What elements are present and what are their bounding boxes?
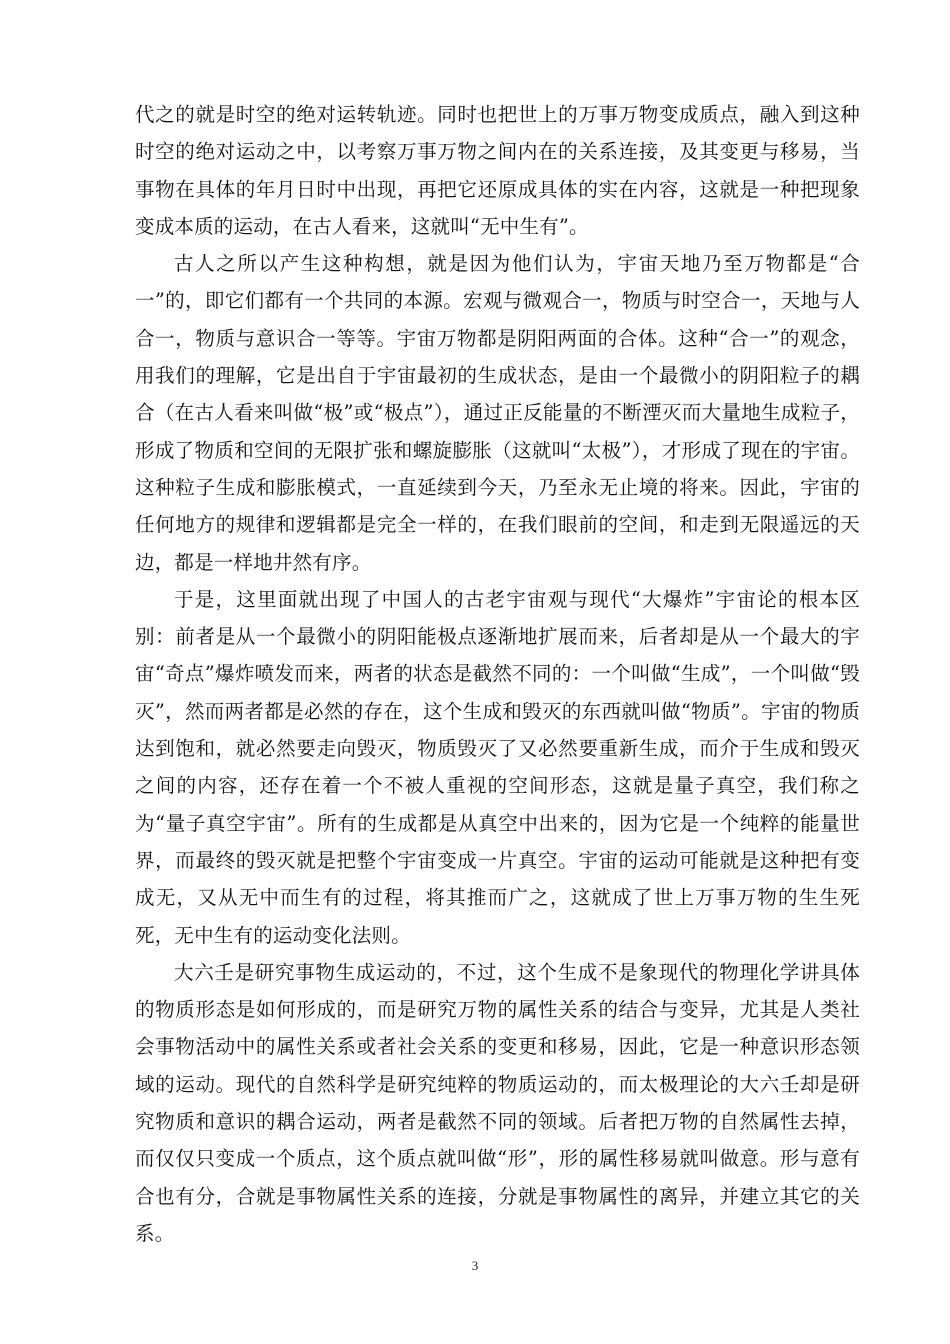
paragraph-1: 代之的就是时空的绝对运转轨迹。同时也把世上的万事万物变成质点，融入到这种时空的绝对运动之中，以考察万事万物之间内在的关系连接，及其变更与移易，当事物在具体的年月日时中出现，再把它还原成具体的实在内容，这就是一种把现象变成本质的运动，在古人看来，这就叫“无中生有”。 xyxy=(135,103,860,238)
body-text xyxy=(135,96,860,1252)
paragraph-3: 于是，这里面就出现了中国人的古老宇宙观与现代“大爆炸”宇宙论的根本区别：前者是从一个最微小的阴阳能极点逐渐地扩展而来，后者却是从一个最大的宇宙“奇点”爆炸喷发而来，两者的状态是截然不同的：一个叫做“生成”，一个叫做“毁灭”，然而两者都是必然的存在，这个生成和毁灭的东西就叫做“物质”。宇宙的物质达到饱和，就必然要走向毁灭，物质毁灭了又必然要重新生成，而介于生成和毁灭之间的内容，还存在着一个不被人重视的空间形态，这就是量子真空，我们称之为“量子真空宇宙”。所有的生成都是从真空中出来的，因为它是一个纯粹的能量世界，而最终的毁灭就是把整个宇宙变成一片真空。宇宙的运动可能就是这种把有变成无，又从无中而生有的过程，将其推而广之，这就成了世上万事万物的生生死死，无中生有的运动变化法则。 xyxy=(135,587,860,947)
paragraph-4: 大六壬是研究事物生成运动的，不过，这个生成不是象现代的物理化学讲具体的物质形态是如何形成的，而是研究万物的属性关系的结合与变异，尤其是人类社会事物活动中的属性关系或者社会关系的变更和移易，因此，它是一种意识形态领域的运动。现代的自然科学是研究纯粹的物质运动的，而太极理论的大六壬却是研究物质和意识的耦合运动，两者是截然不同的领域。后者把万物的自然属性去掉，而仅仅只变成一个质点，这个质点就叫做“形”，形的属性移易就叫做意。形与意有合也有分，合就是事物属性关系的连接，分就是事物属性的离异，并建立其它的关系。 xyxy=(135,960,860,1245)
paragraph-2: 古人之所以产生这种构想，就是因为他们认为，宇宙天地乃至万物都是“合一”的，即它们都有一个共同的本源。宏观与微观合一，物质与时空合一，天地与人合一，物质与意识合一等等。宇宙万物都是阴阳两面的合体。这种“合一”的观念，用我们的理解，它是出自于宇宙最初的生成状态，是由一个最微小的阴阳粒子的耦合（在古人看来叫做“极”或“极点”），通过正反能量的不断湮灭而大量地生成粒子，形成了物质和空间的无限扩张和螺旋膨胀（这就叫“太极”），才形成了现在的宇宙。这种粒子生成和膨胀模式，一直延续到今天，乃至永无止境的将来。因此，宇宙的任何地方的规律和逻辑都是完全一样的，在我们眼前的空间，和走到无限遥远的天边，都是一样地井然有序。 xyxy=(135,252,860,574)
page-number: 3 xyxy=(471,1258,479,1273)
